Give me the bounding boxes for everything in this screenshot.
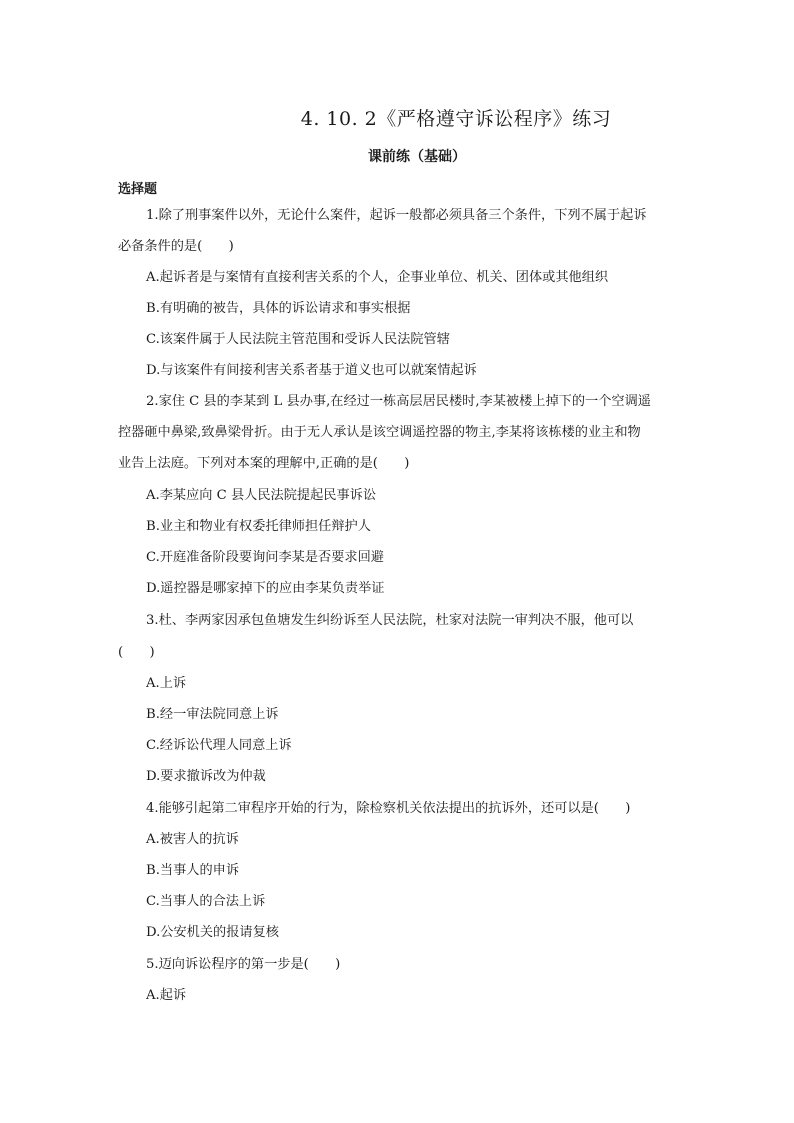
- question-2-option-b: B.业主和物业有权委托律师担任辩护人: [146, 519, 371, 534]
- question-4-option-d: D.公安机关的报请复核: [146, 925, 279, 940]
- question-2-line-3: 业告上法庭。下列对本案的理解中,正确的是( ): [118, 456, 410, 471]
- question-4-option-a: A.被害人的抗诉: [146, 832, 239, 847]
- question-3-option-d: D.要求撤诉改为仲裁: [146, 769, 266, 784]
- page-subtitle: 课前练（基础）: [368, 149, 466, 165]
- question-4-option-b: B.当事人的申诉: [146, 863, 240, 878]
- question-1-option-b: B.有明确的被告，具体的诉讼请求和事实根据: [146, 301, 411, 316]
- question-3-line-1: 3.杜、李两家因承包鱼塘发生纠纷诉至人民法院，杜家对法院一审判决不服，他可以: [146, 613, 634, 628]
- section-heading: 选择题: [118, 182, 158, 197]
- question-2-option-c: C.开庭准备阶段要询问李某是否要求回避: [146, 550, 384, 565]
- question-3-option-c: C.经诉讼代理人同意上诉: [146, 738, 292, 753]
- question-1-line-1: 1.除了刑事案件以外，无论什么案件，起诉一般都必须具备三个条件，下列不属于起诉: [146, 208, 647, 223]
- question-3-option-a: A.上诉: [146, 676, 187, 691]
- page-title: 4. 10. 2《严格遵守诉讼程序》练习: [300, 108, 612, 130]
- question-2-line-2: 控器砸中鼻梁,致鼻梁骨折。由于无人承认是该空调遥控器的物主,李某将该栋楼的业主和物: [118, 425, 641, 440]
- question-5-line-1: 5.迈向诉讼程序的第一步是( ): [146, 957, 341, 972]
- question-1-option-d: D.与该案件有间接利害关系者基于道义也可以就案情起诉: [146, 363, 477, 378]
- question-1-option-c: C.该案件属于人民法院主管范围和受诉人民法院管辖: [146, 332, 450, 347]
- question-2-option-d: D.遥控器是哪家掉下的应由李某负责举证: [146, 581, 385, 596]
- question-5-option-a: A.起诉: [146, 988, 187, 1003]
- question-2-line-1: 2.家住 C 县的李某到 L 县办事,在经过一栋高层居民楼时,李某被楼上掉下的一个空调遥: [146, 394, 651, 409]
- question-1-option-a: A.起诉者是与案情有直接利害关系的个人，企事业单位、机关、团体或其他组织: [146, 270, 609, 285]
- question-4-line-1: 4.能够引起第二审程序开始的行为，除检察机关依法提出的抗诉外，还可以是( ): [146, 801, 631, 816]
- question-1-line-2: 必备条件的是( ): [118, 239, 234, 254]
- question-3-option-b: B.经一审法院同意上诉: [146, 707, 279, 722]
- question-2-option-a: A.李某应向 C 县人民法院提起民事诉讼: [146, 488, 377, 503]
- question-3-line-2: ( ): [118, 645, 155, 660]
- question-4-option-c: C.当事人的合法上诉: [146, 894, 266, 909]
